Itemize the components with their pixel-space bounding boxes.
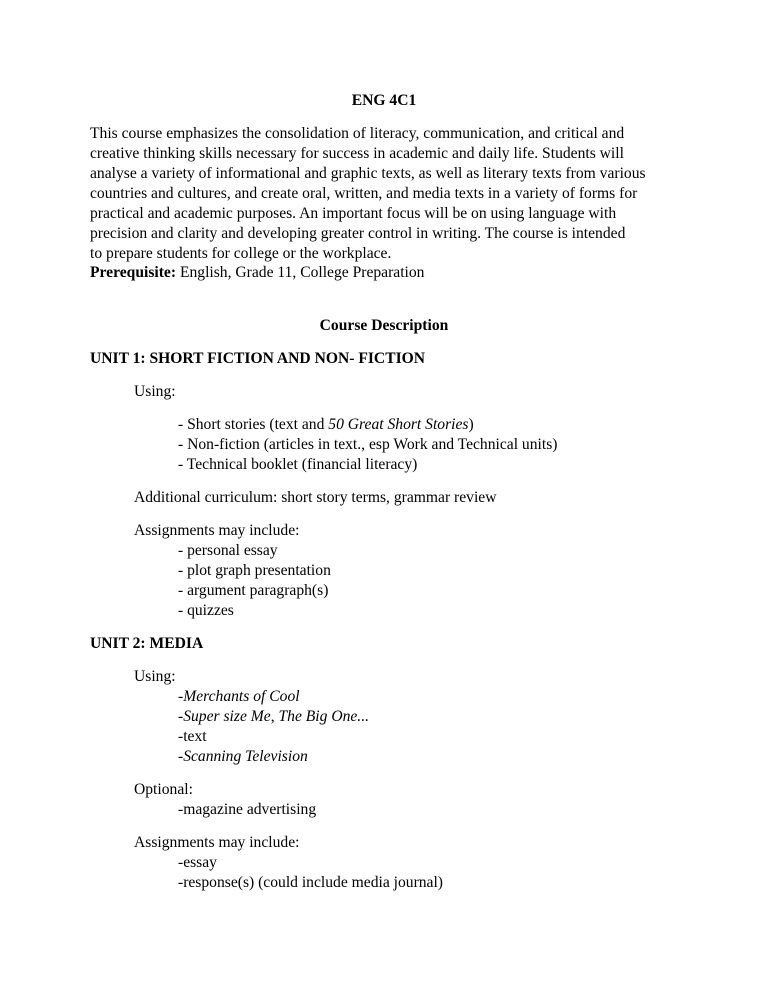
prerequisite-label: Prerequisite: bbox=[90, 264, 177, 281]
unit1-using-item-technical: - Technical booklet (financial literacy) bbox=[178, 456, 418, 473]
short-stories-suffix: ) bbox=[468, 416, 474, 433]
unit2-assignments-label: Assignments may include: bbox=[134, 834, 300, 851]
unit1-assignment-item: - plot graph presentation bbox=[178, 562, 331, 579]
course-code-title: ENG 4C1 bbox=[351, 92, 417, 109]
short-stories-book-title: 50 Great Short Stories bbox=[328, 416, 469, 433]
course-description-heading: Course Description bbox=[319, 317, 449, 334]
title-separator: , bbox=[270, 708, 279, 725]
unit2-assignment-item: -essay bbox=[178, 854, 217, 871]
unit2-using-item-super-size bbox=[178, 707, 369, 727]
prerequisite-line bbox=[90, 263, 424, 283]
unit1-assignment-item: - quizzes bbox=[178, 602, 234, 619]
unit2-assignment-item: -response(s) (could include media journal) bbox=[178, 874, 444, 891]
intro-line: precision and clarity and developing greater control in writing. The course is intended bbox=[90, 225, 626, 242]
unit2-optional-item: -magazine advertising bbox=[178, 801, 317, 818]
unit1-using-label: Using: bbox=[134, 383, 176, 400]
merchants-of-cool-title: Merchants of Cool bbox=[183, 688, 300, 705]
list-dash: - bbox=[178, 688, 184, 705]
intro-line: to prepare students for college or the workplace. bbox=[90, 245, 392, 262]
list-dash: - bbox=[178, 748, 184, 765]
intro-line: practical and academic purposes. An important focus will be on using language with bbox=[90, 205, 617, 222]
unit1-heading: UNIT 1: SHORT FICTION AND NON- FICTION bbox=[90, 350, 426, 367]
unit1-using-item-short-stories bbox=[178, 415, 474, 435]
unit2-optional-label: Optional: bbox=[134, 781, 193, 798]
the-big-one-title: The Big One... bbox=[278, 708, 370, 725]
unit2-using-item-merchants bbox=[178, 687, 300, 707]
unit1-assignment-item: - argument paragraph(s) bbox=[178, 582, 329, 599]
intro-line: This course emphasizes the consolidation of literacy, communication, and critical and bbox=[90, 125, 625, 142]
super-size-me-title: Super size Me bbox=[183, 708, 271, 725]
scanning-television-title: Scanning Television bbox=[183, 748, 308, 765]
course-intro-paragraph bbox=[90, 124, 680, 264]
prerequisite-value: English, Grade 11, College Preparation bbox=[176, 264, 425, 281]
intro-line: countries and cultures, and create oral, written, and media texts in a variety of forms for bbox=[90, 185, 638, 202]
short-stories-prefix: - Short stories (text and bbox=[178, 416, 329, 433]
intro-line: creative thinking skills necessary for success in academic and daily life. Students will bbox=[90, 145, 624, 162]
intro-line: analyse a variety of informational and graphic texts, as well as literary texts from various bbox=[90, 165, 646, 182]
unit2-heading: UNIT 2: MEDIA bbox=[90, 635, 204, 652]
unit1-assignments-label: Assignments may include: bbox=[134, 522, 300, 539]
unit1-assignment-item: - personal essay bbox=[178, 542, 278, 559]
unit1-using-item-non-fiction: - Non-fiction (articles in text., esp Work and Technical units) bbox=[178, 436, 558, 453]
unit2-using-label: Using: bbox=[134, 668, 176, 685]
unit1-additional-curriculum: Additional curriculum: short story terms, grammar review bbox=[134, 489, 497, 506]
unit2-using-item-scanning bbox=[178, 747, 308, 767]
unit2-using-item-text: -text bbox=[178, 728, 207, 745]
list-dash: - bbox=[178, 708, 184, 725]
